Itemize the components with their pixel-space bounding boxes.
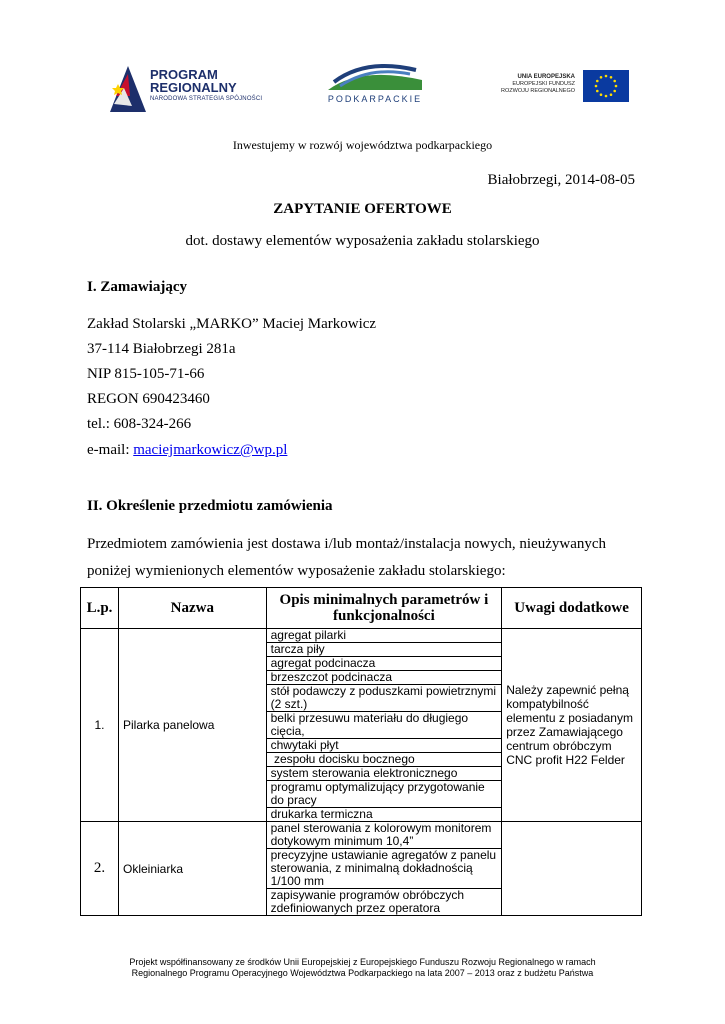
company-email-line (87, 442, 287, 459)
company-name: Zakład Stolarski „MARKO” Maciej Markowicz (87, 316, 377, 332)
eu-logo (495, 70, 630, 110)
podkarpackie-label: PODKARPACKIE (327, 94, 423, 104)
company-regon: REGON 690423460 (87, 391, 210, 407)
row-1-lp: 1. (81, 629, 119, 822)
row-1-param: agregat podcinacza (267, 657, 502, 671)
nss-label: NARODOWA STRATEGIA SPÓJNOŚCI (150, 96, 263, 102)
section-2-intro: Przedmiotem zamówienia jest dostawa i/lub montaż/instalacja nowych, nieużywanych poniżej wymienionych elementów wyposażenie zakładu stolarskiego: (87, 536, 607, 579)
footer (0, 957, 725, 979)
header-opis: Opis minimalnych parametrów i funkcjonalności (266, 588, 502, 629)
program-regionalny-logo (110, 66, 270, 116)
podkarpackie-hills-icon (320, 60, 430, 94)
row-1-param: system sterowania elektronicznego (267, 767, 502, 781)
table-row (81, 822, 642, 916)
ue-label: UNIA EUROPEJSKA (517, 74, 575, 80)
section-1-heading: I. Zamawiający (87, 279, 187, 295)
section-2-heading: II. Określenie przedmiotu zamówienia (87, 498, 333, 514)
header-lp: L.p. (81, 588, 119, 629)
row-1-param: zespołu docisku bocznego (267, 753, 502, 767)
footer-line-1: Projekt współfinansowany ze środków Unii Europejskiej z Europejskiego Funduszu Rozwoju Regionalnego w ramach (129, 957, 596, 967)
efrr-label-1: EUROPEJSKI FUNDUSZ (512, 81, 575, 87)
row-1-opis (266, 629, 502, 822)
row-1-param: chwytaki płyt (267, 739, 502, 753)
document-title: ZAPYTANIE OFERTOWE (273, 201, 452, 217)
email-label: e-mail: (87, 442, 134, 458)
row-1-uwagi: Należy zapewnić pełną kompatybilność elementu z posiadanym przez Zamawiającego centrum obróbczym CNC profit H22 Felder (502, 629, 642, 822)
footer-line-2: Regionalnego Programu Operacyjnego Województwa Podkarpackiego na lata 2007 – 2013 oraz z budżetu Państwa (131, 968, 594, 978)
program-label: PROGRAM (150, 67, 218, 82)
row-2-param: precyzyjne ustawianie agregatów z panelu sterowania, z minimalną dokładnością 1/100 mm (267, 849, 502, 889)
efrr-label-2: ROZWOJU REGIONALNEGO (501, 88, 575, 94)
table-header-row (81, 588, 642, 629)
row-2-uwagi (502, 822, 642, 916)
company-nip: NIP 815-105-71-66 (87, 366, 205, 382)
header-nazwa: Nazwa (118, 588, 266, 629)
program-regionalny-emblem-icon (110, 66, 146, 112)
place-date: Białobrzegi, 2014-08-05 (487, 172, 635, 188)
row-1-param: stół podawczy z poduszkami powietrznymi (2 szt.) (267, 685, 502, 712)
logo-bar (110, 60, 630, 120)
podkarpackie-logo (320, 60, 430, 110)
email-link[interactable]: maciejmarkowicz@wp.pl (133, 442, 288, 458)
investment-slogan: Inwestujemy w rozwój województwa podkarpackiego (232, 138, 493, 152)
row-1-param: drukarka termiczna (270, 807, 373, 821)
header-uwagi: Uwagi dodatkowe (502, 588, 642, 629)
document-subtitle: dot. dostawy elementów wyposażenia zakładu stolarskiego (185, 233, 540, 249)
company-address: 37-114 Białobrzegi 281a (87, 341, 236, 357)
row-1-nazwa: Pilarka panelowa (118, 629, 266, 822)
company-tel: tel.: 608-324-266 (87, 416, 192, 432)
row-2-nazwa: Okleiniarka (118, 822, 266, 916)
eu-flag-icon (583, 70, 629, 102)
row-2-opis (266, 822, 502, 916)
table-row (81, 629, 642, 822)
row-1-param: belki przesuwu materiału do długiego cięcia, (267, 712, 502, 739)
row-2-param: zapisywanie programów obróbczych zdefiniowanych przez operatora (270, 888, 465, 915)
row-1-param: brzeszczot podcinacza (267, 671, 502, 685)
row-2-param: panel sterowania z kolorowym monitorem dotykowym minimum 10,4” (267, 822, 502, 849)
row-1-param: agregat pilarki (267, 629, 502, 643)
regionalny-label: REGIONALNY (150, 80, 237, 95)
items-table (80, 587, 642, 916)
row-2-lp: 2. (81, 822, 119, 916)
row-1-param: programu optymalizujący przygotowanie do pracy (267, 781, 502, 808)
row-1-param: tarcza piły (267, 643, 502, 657)
